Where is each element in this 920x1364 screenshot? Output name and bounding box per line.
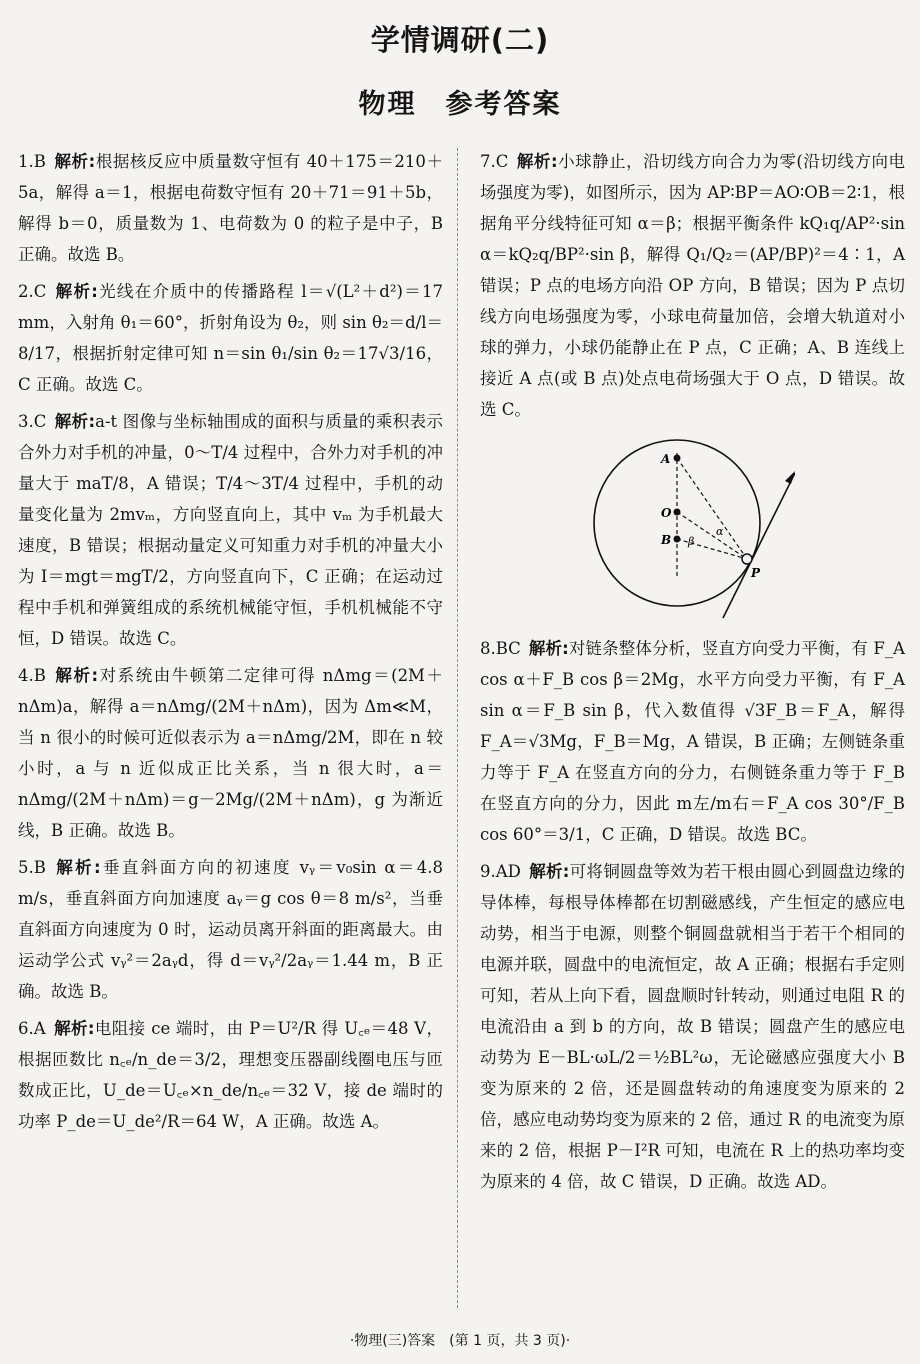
question-number: 1. [18, 152, 34, 171]
label-alpha: α [716, 525, 724, 538]
question-5 [18, 852, 443, 1007]
analysis-tag: 解析: [53, 858, 101, 877]
question-1 [18, 146, 443, 270]
page-footer: ·物理(三)答案 (第 1 页，共 3 页)· [349, 1333, 571, 1349]
answer-letter: C [495, 152, 509, 171]
answer-letter: C [33, 282, 47, 301]
analysis-tag: 解析: [54, 412, 96, 431]
question-number: 4. [18, 666, 34, 685]
point-b [674, 536, 681, 543]
question-9 [480, 856, 905, 1197]
tangent-line [723, 473, 795, 618]
analysis-text: 垂直斜面方向的初速度 vᵧ＝v₀sin α＝4.8 m/s，垂直斜面方向加速度 aᵧ＝g cos θ＝8 m/s²，当垂直斜面方向速度为 0 时，运动员离开斜面的距离最大。由运动学公式 vᵧ²＝2aᵧd，得 d＝vᵧ²/2aᵧ＝1.44 m，B 正确。故选 B。 [18, 858, 443, 1001]
analysis-text: 光线在介质中的传播路程 l＝√(L²＋d²)＝17 mm，入射角 θ₁＝60°，折射角设为 θ₂，则 sin θ₂＝d/l＝8/17，根据折射定律可知 n＝sin θ₁/sin θ₂＝17√3/16，C 正确。故选 C。 [18, 282, 443, 394]
answer-letter: C [33, 412, 47, 431]
answer-letter: B [33, 152, 46, 171]
analysis-tag: 解析: [516, 152, 558, 171]
page-title: 学情调研(二) [370, 23, 550, 57]
question-8 [480, 633, 905, 850]
circle-charge-diagram [585, 433, 795, 623]
analysis-tag: 解析: [528, 862, 570, 881]
question-number: 6. [18, 1019, 34, 1038]
left-column [18, 146, 443, 1143]
question-4 [18, 660, 443, 846]
label-p: P [751, 566, 761, 580]
answer-letter: BC [495, 639, 521, 658]
label-a: A [661, 452, 671, 466]
analysis-tag: 解析: [54, 282, 98, 301]
column-divider [457, 148, 458, 1308]
analysis-text: a-t 图像与坐标轴围成的面积与质量的乘积表示合外力对手机的冲量，0～T/4 过程中，合外力对手机的冲量大于 maT/8，A 错误；T/4～3T/4 过程中，手机的动量变化量为 2mvₘ，方向竖直向上，其中 vₘ 为手机最大速度，B 错误；根据动量定义可知重力对手机的冲量大小为 I＝mgt＝mgT/2，方向竖直向下，C 正确；在运动过程中手机和弹簧组成的系统机械能守恒，手机机械能不守恒，D 错误。故选 C。 [18, 412, 443, 648]
analysis-text: 小球静止，沿切线方向合力为零(沿切线方向电场强度为零)，如图所示，因为 AP∶BP＝AO∶OB＝2∶1，根据角平分线特征可知 α＝β；根据平衡条件 kQ₁q/AP²·sin α＝kQ₂q/BP²·sin β，解得 Q₁/Q₂＝(AP/BP)²＝4∶1，A 错误；P 点的电场方向沿 OP 方向，B 错误；因为 P 点切线方向电场强度为零，小球电荷量加倍，会增大轨道对小球的弹力，小球仍能静止在 P 点，C 正确；A、B 连线上接近 A 点(或 B 点)处点电荷场强大于 O 点，D 错误。故选 C。 [480, 152, 905, 419]
label-beta: β [688, 535, 695, 548]
answer-letter: AD [495, 862, 521, 881]
question-number: 2. [18, 282, 34, 301]
label-o: O [661, 506, 672, 520]
answer-letter: A [33, 1019, 46, 1038]
question-2 [18, 276, 443, 400]
answer-letter: B [33, 666, 46, 685]
analysis-text: 根据核反应中质量数守恒有 40＋175＝210＋5a，解得 a＝1，根据电荷数守恒有 20＋71＝91＋5b，解得 b＝0，质量数为 1、电荷数为 0 的粒子是中子，B 正确。故选 B。 [18, 152, 443, 264]
question-3 [18, 406, 443, 654]
question-6 [18, 1013, 443, 1137]
point-a [674, 455, 681, 462]
point-o [674, 509, 681, 516]
question-7 [480, 146, 905, 425]
question-number: 3. [18, 412, 34, 431]
analysis-text: 对链条整体分析，竖直方向受力平衡，有 F_A cos α＋F_B cos β＝2Mg，水平方向受力平衡，有 F_A sin α＝F_B sin β，代入数值得 √3F_B＝F_A，解得 F_A＝√3Mg，F_B＝Mg，A 错误，B 正确；左侧链条重力等于 F_A 在竖直方向的分力，右侧链条重力等于 F_B 在竖直方向的分力，因此 m左/m右＝F_A cos 30°/F_B cos 60°＝3/1，C 正确，D 错误。故选 BC。 [480, 639, 905, 844]
page-subtitle: 物理 参考答案 [358, 89, 562, 120]
right-column [480, 146, 905, 1203]
analysis-text: 可将铜圆盘等效为若干根由圆心到圆盘边缘的导体棒，每根导体棒都在切割磁感线，产生恒定的感应电动势，相当于电源，则整个铜圆盘就相当于若干个相同的电源并联，圆盘中的电流恒定，故 A 正确；根据右手定则可知，若从上向下看，圆盘顺时针转动，则通过电阻 R 的电流沿由 a 到 b 的方向，故 B 错误；圆盘产生的感应电动势为 E－BL·ωL/2＝½BL²ω，无论磁感应强度大小 B 变为原来的 2 倍，还是圆盘转动的角速度变为原来的 2 倍，感应电动势均变为原来的 2 倍，通过 R 的电流变为原来的 2 倍，根据 P－I²R 可知，电流在 R 上的热功率均变为原来的 4 倍，故 C 错误，D 正确。故选 AD。 [480, 862, 905, 1191]
analysis-tag: 解析: [53, 1019, 95, 1038]
label-b: B [661, 533, 672, 547]
question-number: 8. [480, 639, 496, 658]
analysis-tag: 解析: [53, 666, 99, 685]
question-number: 9. [480, 862, 496, 881]
analysis-text: 对系统由牛顿第二定律可得 nΔmg＝(2M＋nΔm)a，解得 a＝nΔmg/(2M＋nΔm)，因为 Δm≪M，当 n 很小的时候可近似表示为 a＝nΔmg/2M，即在 n 较小时，a 与 n 近似成正比关系，当 n 很大时，a＝nΔmg/(2M＋nΔm)＝g－2Mg/(2M＋nΔm)，g 为渐近线，B 正确。故选 B。 [18, 666, 443, 840]
answer-letter: B [33, 858, 46, 877]
analysis-tag: 解析: [53, 152, 96, 171]
point-p-ball [742, 554, 752, 564]
question-number: 5. [18, 858, 34, 877]
analysis-tag: 解析: [528, 639, 569, 658]
question-number: 7. [480, 152, 496, 171]
analysis-text: 电阻接 ce 端时，由 P＝U²/R 得 U꜀ₑ＝48 V，根据匝数比 n꜀ₑ/n_de＝3/2，理想变压器副线圈电压与匝数成正比，U_de＝U꜀ₑ×n_de/n꜀ₑ＝32 V，接 de 端时的功率 P_de＝U_de²/R＝64 W，A 正确。故选 A。 [18, 1019, 443, 1131]
